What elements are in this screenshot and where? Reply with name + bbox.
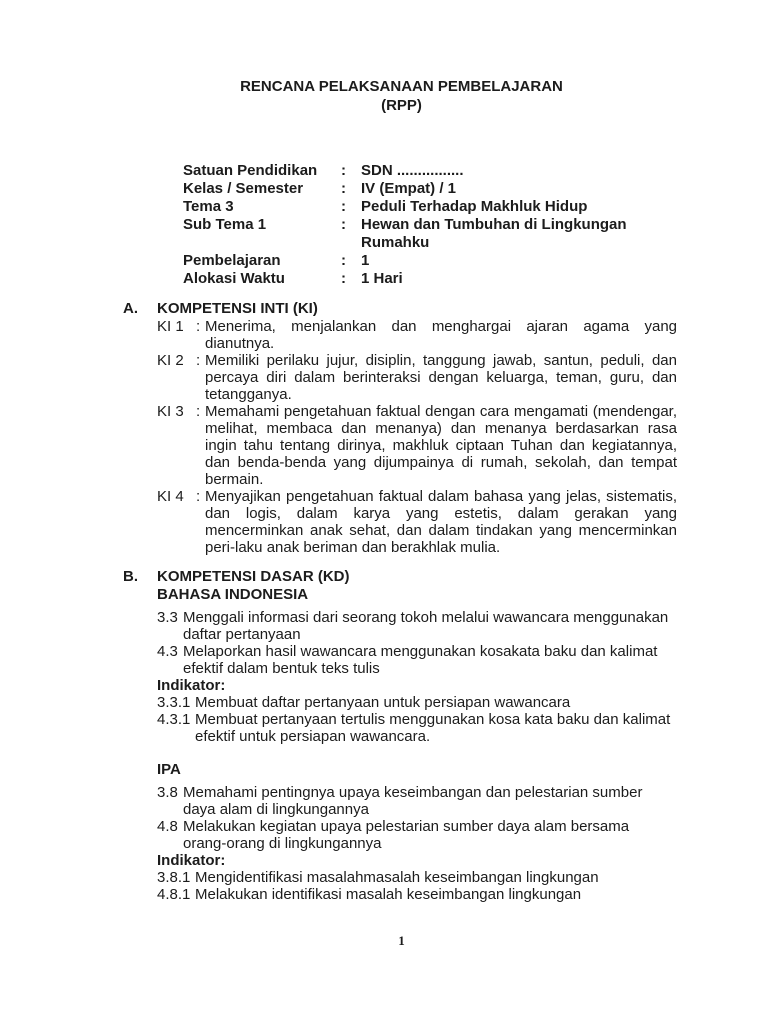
ki-item-3 bbox=[157, 403, 680, 488]
subject-ipa: IPA bbox=[157, 761, 181, 778]
kd-number: 4.8 bbox=[157, 818, 178, 835]
info-value: 1 Hari bbox=[361, 270, 403, 287]
ki-separator: : bbox=[196, 318, 201, 335]
indicator-label-ipa: Indikator: bbox=[157, 852, 226, 869]
ki-separator: : bbox=[196, 403, 201, 420]
indicator-item-4-3-1 bbox=[157, 711, 680, 745]
info-value: Hewan dan Tumbuhan di Lingkungan Rumahku bbox=[361, 216, 627, 251]
section-kompetensi-dasar bbox=[123, 568, 680, 903]
info-separator: : bbox=[341, 180, 346, 197]
indicator-number: 3.8.1 bbox=[157, 869, 191, 886]
indicator-item-3-3-1 bbox=[157, 694, 680, 711]
info-label: Pembelajaran bbox=[183, 252, 281, 269]
indicator-text: Membuat daftar pertanyaan untuk persiapan wawancara bbox=[195, 694, 571, 711]
kd-text: Melaporkan hasil wawancara menggunakan kosakata baku dan kalimat efektif dalam bentuk teks tulis bbox=[183, 643, 658, 677]
ki-item-1 bbox=[157, 318, 680, 352]
ki-text: Memahami pengetahuan faktual dengan cara mengamati (mendengar, melihat, membaca dan menanya) dan menanya berdasarkan rasa ingin tahu tentang dirinya, makhluk ciptaan Tuhan dan kegiatannya, dan benda-benda yang dijumpainya di rumah, sekolah, dan tempat bermain. bbox=[205, 403, 677, 488]
info-value: 1 bbox=[361, 252, 370, 269]
info-value: SDN ................ bbox=[361, 162, 464, 179]
indicator-number: 4.3.1 bbox=[157, 711, 191, 728]
ki-separator: : bbox=[196, 488, 201, 505]
indicator-item-4-8-1 bbox=[157, 886, 680, 903]
info-separator: : bbox=[341, 198, 346, 215]
info-block bbox=[183, 162, 680, 288]
section-a-letter: A. bbox=[123, 300, 138, 317]
document-title-line2: (RPP) bbox=[381, 97, 422, 114]
info-row-alokasi-waktu bbox=[183, 270, 680, 288]
ki-separator: : bbox=[196, 352, 201, 369]
section-a-heading bbox=[123, 300, 680, 318]
kd-number: 4.3 bbox=[157, 643, 178, 660]
kd-item-4-3 bbox=[157, 643, 680, 677]
info-separator: : bbox=[341, 270, 346, 287]
ki-text: Menerima, menjalankan dan menghargai ajaran agama yang dianutnya. bbox=[205, 318, 677, 352]
kd-item-3-8 bbox=[157, 784, 680, 818]
section-b-letter: B. bbox=[123, 568, 138, 585]
indicator-text: Membuat pertanyaan tertulis menggunakan kosa kata baku dan kalimat efektif untuk persiapan wawancara. bbox=[195, 711, 671, 745]
kd-item-4-8 bbox=[157, 818, 680, 852]
section-b-heading bbox=[123, 568, 680, 586]
indicator-label-bahasa-indonesia: Indikator: bbox=[157, 677, 226, 694]
section-b-title: KOMPETENSI DASAR (KD) bbox=[157, 568, 350, 585]
info-label: Kelas / Semester bbox=[183, 180, 304, 197]
section-a-title: KOMPETENSI INTI (KI) bbox=[157, 300, 318, 317]
kd-list-ipa bbox=[157, 784, 680, 903]
ki-item-2 bbox=[157, 352, 680, 403]
subject-bahasa-indonesia: BAHASA INDONESIA bbox=[157, 586, 309, 603]
info-row-pembelajaran bbox=[183, 252, 680, 270]
info-label: Satuan Pendidikan bbox=[183, 162, 318, 179]
info-row-tema bbox=[183, 198, 680, 216]
ki-label: KI 4 bbox=[157, 488, 184, 505]
info-label: Sub Tema 1 bbox=[183, 216, 267, 233]
kd-text: Memahami pentingnya upaya keseimbangan dan pelestarian sumber daya alam di lingkungannya bbox=[183, 784, 643, 818]
info-value: IV (Empat) / 1 bbox=[361, 180, 457, 197]
kd-number: 3.3 bbox=[157, 609, 178, 626]
info-label: Tema 3 bbox=[183, 198, 234, 215]
document-title-line1: RENCANA PELAKSANAAN PEMBELAJARAN bbox=[240, 78, 563, 95]
info-row-sub-tema bbox=[183, 216, 680, 252]
kd-number: 3.8 bbox=[157, 784, 178, 801]
kd-item-3-3 bbox=[157, 609, 680, 643]
indicator-text: Mengidentifikasi masalahmasalah keseimbangan lingkungan bbox=[195, 869, 599, 886]
section-kompetensi-inti bbox=[123, 300, 680, 556]
info-separator: : bbox=[341, 216, 346, 233]
kd-text: Melakukan kegiatan upaya pelestarian sumber daya alam bersama orang-orang di lingkungannya bbox=[183, 818, 630, 852]
ki-label: KI 1 bbox=[157, 318, 184, 335]
ki-item-4 bbox=[157, 488, 680, 556]
indicator-item-3-8-1 bbox=[157, 869, 680, 886]
kd-list-bahasa-indonesia bbox=[157, 609, 680, 745]
kd-text: Menggali informasi dari seorang tokoh melalui wawancara menggunakan daftar pertanyaan bbox=[183, 609, 669, 643]
indicator-text: Melakukan identifikasi masalah keseimbangan lingkungan bbox=[195, 886, 582, 903]
ki-label: KI 2 bbox=[157, 352, 184, 369]
section-a-body bbox=[157, 318, 680, 556]
section-b-body bbox=[157, 586, 680, 903]
info-separator: : bbox=[341, 252, 346, 269]
info-label: Alokasi Waktu bbox=[183, 270, 285, 287]
info-value: Peduli Terhadap Makhluk Hidup bbox=[361, 198, 588, 215]
indicator-number: 4.8.1 bbox=[157, 886, 191, 903]
ki-label: KI 3 bbox=[157, 403, 184, 420]
info-row-kelas-semester bbox=[183, 180, 680, 198]
document-title bbox=[123, 77, 680, 115]
page-number: 1 bbox=[398, 933, 405, 948]
indicator-number: 3.3.1 bbox=[157, 694, 191, 711]
info-separator: : bbox=[341, 162, 346, 179]
ki-text: Menyajikan pengetahuan faktual dalam bahasa yang jelas, sistematis, dan logis, dalam karya yang estetis, dalam gerakan yang mencerminkan anak sehat, dan dalam tindakan yang mencerminkan peri-laku anak beriman dan berakhlak mulia. bbox=[205, 488, 677, 556]
info-row-satuan-pendidikan bbox=[183, 162, 680, 180]
ki-text: Memiliki perilaku jujur, disiplin, tanggung jawab, santun, peduli, dan percaya diri dalam berinteraksi dengan keluarga, teman, guru, dan tetangganya. bbox=[205, 352, 677, 403]
